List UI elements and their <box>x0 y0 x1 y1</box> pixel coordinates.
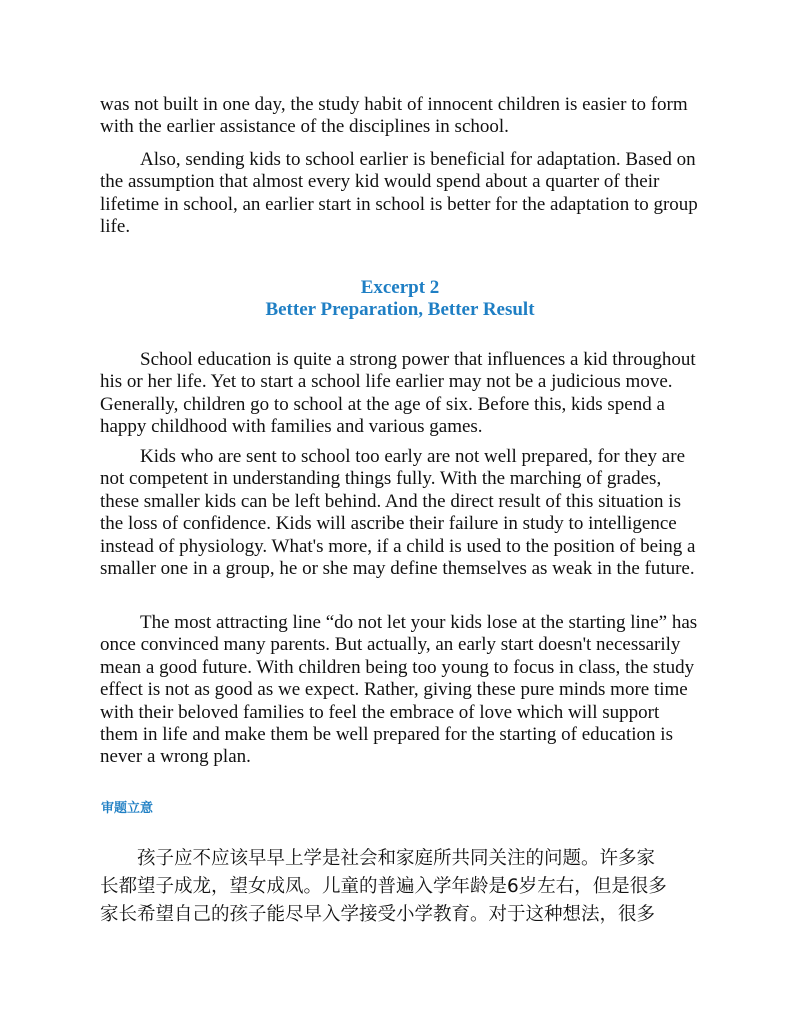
paragraph-adaptation: Also, sending kids to school earlier is beneficial for adaptation. Based on the assumption that almost every kid would spend about a quarter of their lifetime in school, an earlier start in school is better for the adaptation to group life. <box>100 149 698 238</box>
excerpt-number: Excerpt 2 <box>360 277 440 298</box>
paragraph-continuation: was not built in one day, the study habit of innocent children is easier to form with the earlier assistance of the disciplines in school. <box>100 94 688 138</box>
paragraph-school-education: School education is quite a strong power that influences a kid throughout his or her life. Yet to start a school life earlier may not be a judicious move. Generally, children go to school at the age of six. Before this, kids spend a happy childhood with families and various games. <box>100 349 696 438</box>
chinese-line: 家长希望自己的孩子能尽早入学接受小学教育。对于这种想法，很多 <box>100 904 656 925</box>
chinese-line: 孩子应不应该早早上学是社会和家庭所共同关注的问题。许多家 <box>100 848 656 869</box>
chinese-line: 长都望子成龙，望女成凤。儿童的普遍入学年龄是6岁左右，但是很多 <box>100 876 667 897</box>
paragraph-starting-line: The most attracting line “do not let your kids lose at the starting line” has once convinced many parents. But actually, an early start doesn't necessarily mean a good future. With children being too young to focus in class, the study effect is not as good as we expect. Rather, giving these pure minds more time with their beloved families to feel the embrace of love which will support them in life and make them be well prepared for the starting of education is never a wrong plan. <box>100 612 698 768</box>
paragraph-kids-not-prepared: Kids who are sent to school too early are not well prepared, for they are not competent in understanding things fully. With the marching of grades, these smaller kids can be left behind. And the direct result of this situation is the loss of confidence. Kids will ascribe their failure in study to intelligence instead of physiology. What's more, if a child is used to the position of being a smaller one in a group, he or she may define themselves as weak in the future. <box>100 446 696 580</box>
section-label-topic-analysis: 审题立意 <box>101 801 154 816</box>
excerpt-title: Better Preparation, Better Result <box>265 299 535 320</box>
chinese-paragraph <box>100 845 702 929</box>
